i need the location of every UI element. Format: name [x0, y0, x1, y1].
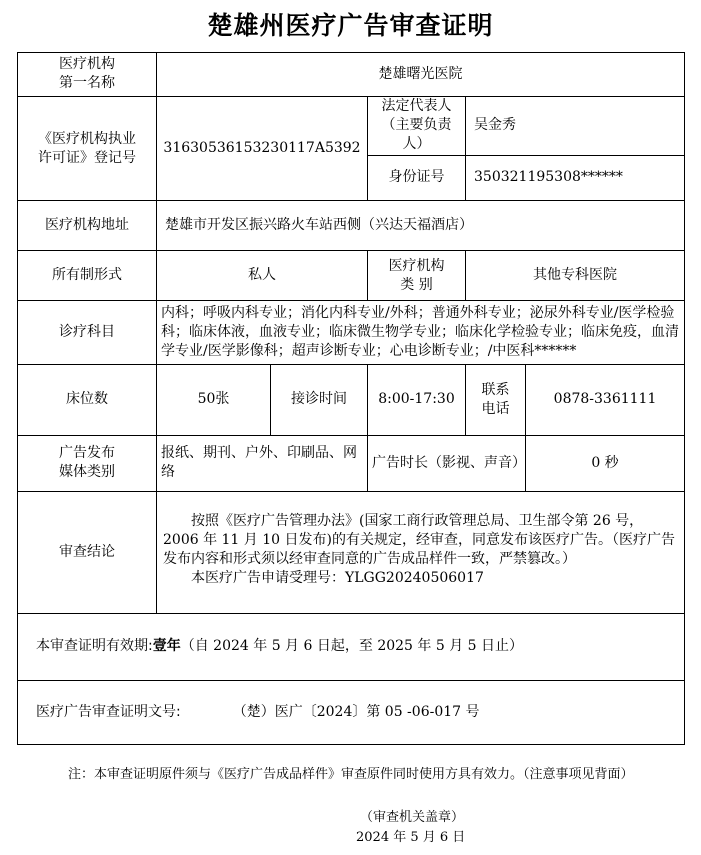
phone-label [466, 364, 526, 435]
cert-no-label: 医疗广告审查证明文号: [36, 703, 181, 720]
hours-label: 接诊时间 [271, 364, 368, 435]
ownership-value: 私人 [157, 251, 368, 301]
conclusion-label: 审查结论 [18, 491, 157, 613]
departments-label: 诊疗科目 [18, 300, 157, 364]
org-type-label [368, 251, 466, 301]
conclusion-value [157, 491, 685, 613]
license-label-text: 《医疗机构执业 许可证》登记号 [38, 130, 136, 166]
ownership-label: 所有制形式 [18, 251, 157, 301]
validity-row [18, 613, 685, 680]
application-number: 本医疗广告申请受理号：YLGG20240506017 [191, 569, 484, 586]
address-value: 楚雄市开发区振兴路火车站西侧（兴达天福酒店） [157, 201, 685, 251]
org-name-value: 楚雄曙光医院 [157, 53, 685, 97]
legal-rep-value: 吴金秀 [466, 96, 685, 155]
certificate-table [17, 52, 685, 745]
org-name-label-text: 医疗机构 第一名称 [59, 56, 115, 92]
id-no-value: 350321195308****** [466, 155, 685, 201]
media-value: 报纸、期刊、户外、印刷品、网络 [157, 436, 368, 492]
validity-label: 本审查证明有效期: [36, 638, 153, 655]
validity-period: 壹年 [152, 638, 181, 655]
org-name-label [18, 53, 157, 97]
legal-rep-label-text: 法定代表人 （主要负责人） [381, 98, 452, 153]
media-label [18, 436, 157, 492]
departments-value: 内科；呼吸内科专业；消化内科专业/外科；普通外科专业；泌尿外科专业/医学检验科；临床体液，血液专业；临床微生物学专业；临床化学检验专业；临床免疫，血清学专业/医学影像科；超声诊断专业；心电诊断专业；/中医科****** [157, 300, 685, 364]
id-no-label: 身份证号 [368, 155, 466, 201]
address-label: 医疗机构地址 [18, 201, 157, 251]
duration-label: 广告时长（影视、声音） [368, 436, 526, 492]
org-type-label-text: 医疗机构 类 别 [388, 257, 445, 293]
legal-rep-label [368, 96, 466, 155]
license-label [18, 96, 157, 201]
license-value: 31630536153230117A5392 [157, 96, 368, 201]
issue-date: 2024 年 5 月 6 日 [356, 830, 466, 845]
validity-dates: （自 2024 年 5 月 6 日起，至 2025 年 5 月 5 日止） [180, 638, 524, 655]
hours-value: 8:00-17:30 [368, 364, 466, 435]
cert-no-row [18, 680, 685, 744]
duration-value: 0 秒 [526, 436, 685, 492]
phone-label-text: 联系 电话 [481, 381, 510, 417]
footer-note: 注：本审查证明原件须与《医疗广告成品样件》审查原件同时使用方具有效力。（注意事项见背面） [68, 767, 634, 782]
org-type-value: 其他专科医院 [466, 251, 685, 301]
beds-label: 床位数 [18, 364, 157, 435]
beds-value: 50张 [157, 364, 271, 435]
phone-value: 0878-3361111 [526, 364, 685, 435]
seal-placeholder: （审查机关盖章） [360, 810, 465, 825]
conclusion-paragraph: 按照《医疗广告管理办法》(国家工商行政管理总局、卫生部令第 26 号，2006 年 11 月 10 日发布)的有关规定，经审查，同意发布该医疗广告。（医疗广告发布内容和形式须以经审查同意的广告成品样件一致，严禁篡改。） [163, 512, 675, 567]
document-title: 楚雄州医疗广告审查证明 [207, 11, 494, 40]
cert-no-value: （楚）医广〔2024〕第 05 -06-017 号 [232, 703, 480, 720]
media-label-text: 广告发布 媒体类别 [59, 445, 115, 481]
